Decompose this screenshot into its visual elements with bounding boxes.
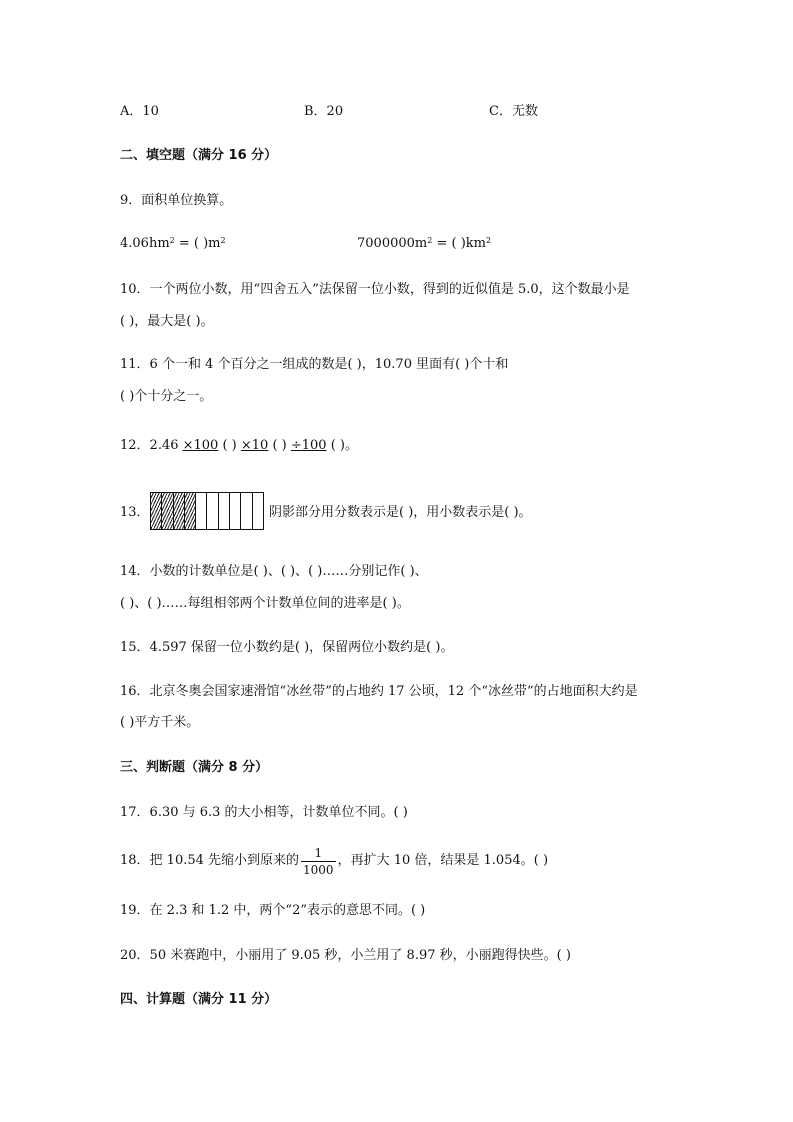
grid-cell-empty — [241, 493, 252, 529]
question-16-line-2: ( )平方千米。 — [120, 715, 200, 730]
operator-times-10: ×10 — [240, 438, 269, 453]
question-17: 17．6.30 与 6.3 的大小相等，计数单位不同。( ) — [120, 805, 408, 820]
section-title-calculation: 四、计算题（满分 11 分） — [120, 992, 278, 1007]
question-13-text: 阴影部分用分数表示是( )，用小数表示是( )。 — [269, 505, 532, 520]
question-11-line-1: 11．6 个一和 4 个百分之一组成的数是( )，10.70 里面有( )个十和 — [120, 357, 509, 372]
grid-cell-empty — [253, 493, 263, 529]
question-10-line-1: 10．一个两位小数，用“四舍五入”法保留一位小数，得到的近似值是 5.0，这个数最小是 — [120, 282, 630, 297]
question-11-line-2: ( )个十分之一。 — [120, 389, 213, 404]
operator-divide-100: ÷100 — [290, 438, 327, 453]
question-15: 15．4.597 保留一位小数约是( )，保留两位小数约是( )。 — [120, 640, 454, 655]
question-9-part-1: $4.06hm^2$ = ( )$m^2$ — [120, 236, 226, 251]
question-14-line-2: ( )、( )……每组相邻两个计数单位间的进率是( )。 — [120, 596, 410, 611]
question-9-stem: 9．面积单位换算。 — [120, 193, 233, 208]
grid-cell-empty — [230, 493, 241, 529]
grid-cell-shaded — [151, 493, 162, 529]
grid-cell-shaded — [162, 493, 173, 529]
question-9-part-2: $7000000m^2$ = ( )$km^2$ — [357, 236, 492, 251]
question-20: 20．50 米赛跑中，小丽用了 9.05 秒，小兰用了 8.97 秒，小丽跑得快些。( ) — [120, 948, 571, 963]
question-12: 12．2.46 ×100 ( ) ×10 ( ) ÷100 ( )。 — [120, 438, 359, 453]
grid-cell-empty — [219, 493, 230, 529]
grid-cell-shaded — [185, 493, 196, 529]
question-14-line-1: 14．小数的计数单位是( )、( )、( )……分别记作( )、 — [120, 564, 428, 579]
section-title-fill-in: 二、填空题（满分 16 分） — [120, 148, 278, 163]
shaded-grid-figure — [150, 492, 264, 530]
question-18: 18．把 10.54 先缩小到原来的 $\frac{1}{1000}$ ，再扩大 10 倍，结果是 1.054。( ) — [120, 845, 549, 877]
question-10-line-2: ( )，最大是( )。 — [120, 314, 214, 329]
option-b: B．20 — [304, 104, 344, 119]
fraction-one-thousandth: $\frac{1}{1000}$ — [303, 845, 334, 877]
grid-cell-empty — [196, 493, 207, 529]
section-title-true-false: 三、判断题（满分 8 分） — [120, 760, 269, 775]
question-19: 19．在 2.3 和 1.2 中，两个“2”表示的意思不同。( ) — [120, 903, 426, 918]
grid-cell-shaded — [174, 493, 185, 529]
question-13-number: 13． — [120, 505, 150, 520]
option-c: C．无数 — [489, 104, 538, 119]
option-a: A．10 — [120, 104, 159, 119]
operator-times-100: ×100 — [182, 438, 219, 453]
grid-cell-empty — [207, 493, 218, 529]
question-16-line-1: 16．北京冬奥会国家速滑馆“冰丝带”的占地约 17 公顷，12 个“冰丝带”的占地面积大约是 — [120, 684, 638, 699]
